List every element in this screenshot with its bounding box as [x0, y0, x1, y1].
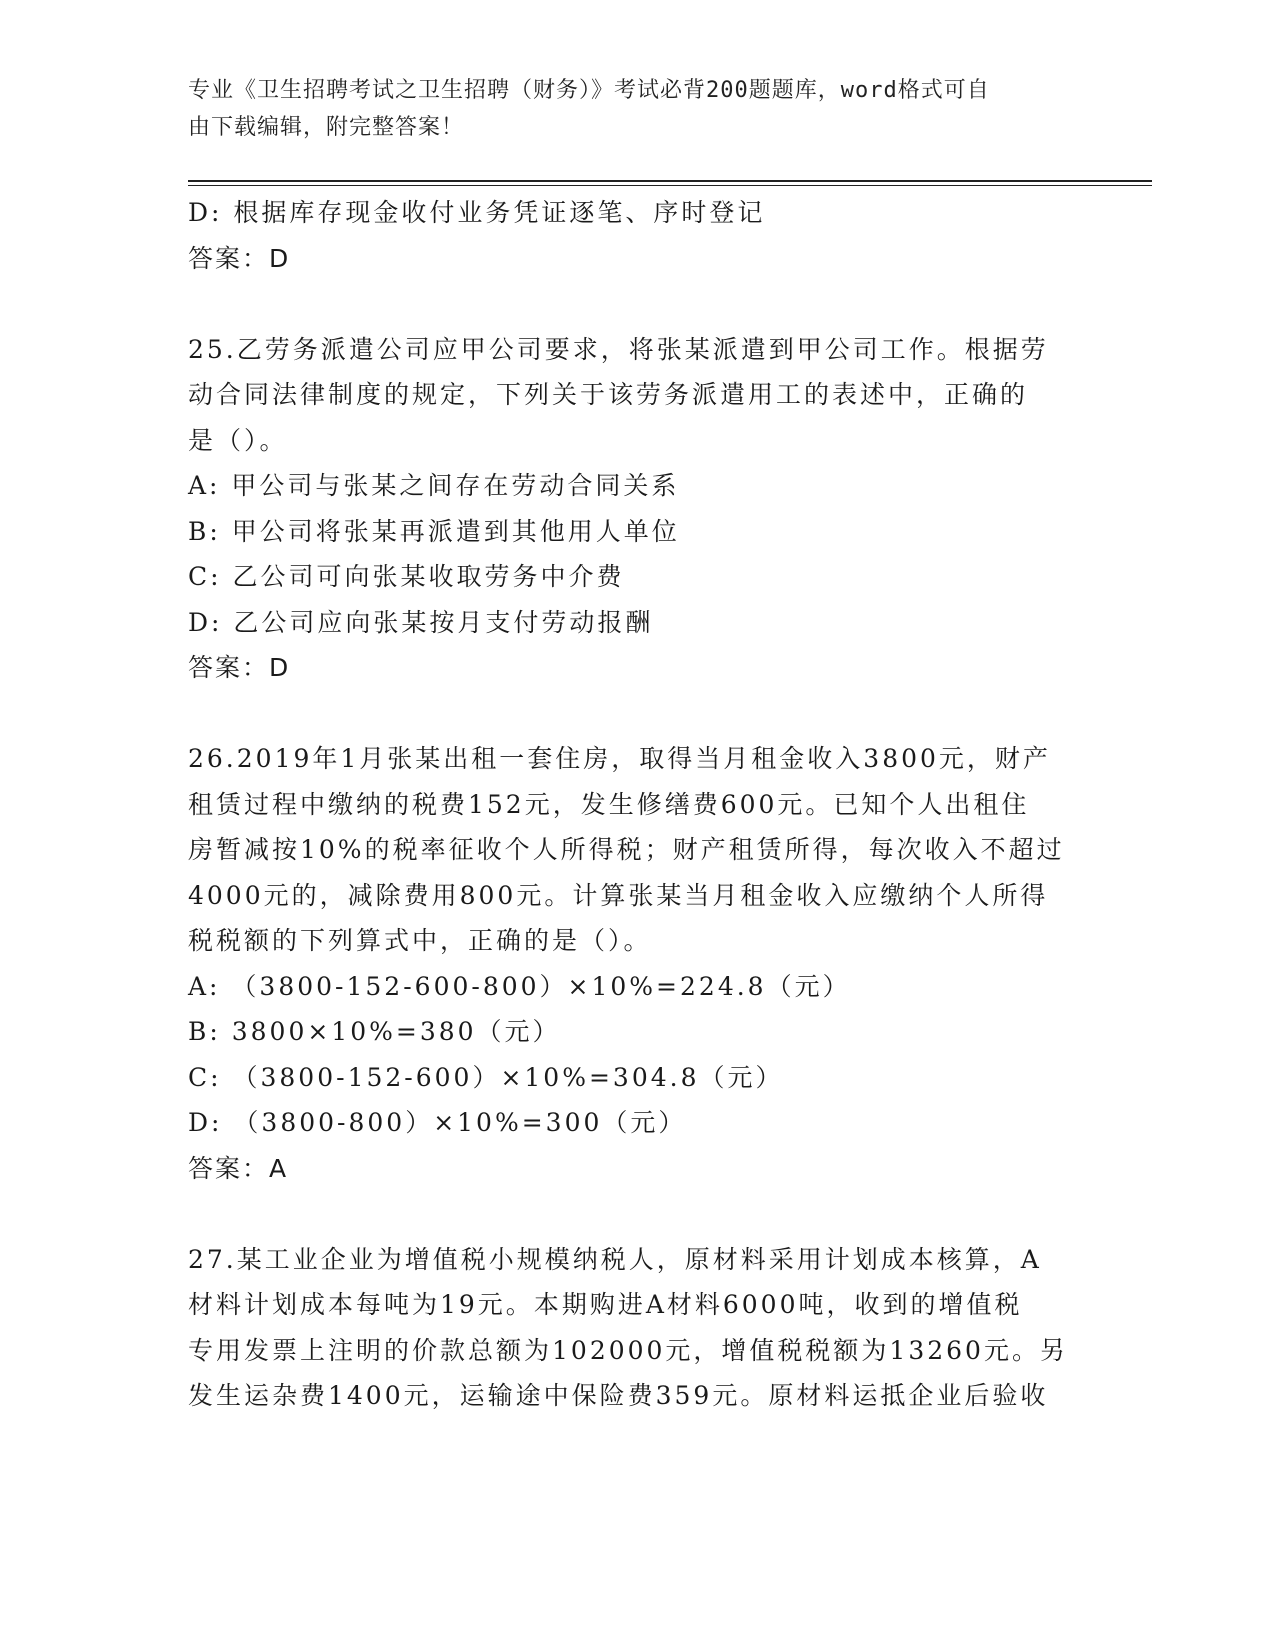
- q25-option-b: B: 甲公司将张某再派遣到其他用人单位: [188, 516, 680, 546]
- q26-option-b: B: 3800×10%=380（元）: [188, 1017, 561, 1046]
- q26-stem-line: 税税额的下列算式中，正确的是（）。: [188, 926, 652, 955]
- q24-option-d: D: 根据库存现金收付业务凭证逐笔、序时登记: [188, 198, 766, 227]
- header-title-line-2: 由下载编辑，附完整答案！: [188, 115, 465, 140]
- paragraph-gap: [188, 281, 1088, 327]
- q26-answer: 答案：A: [188, 1153, 289, 1183]
- q25-option-c: C: 乙公司可向张某收取劳务中介费: [188, 562, 625, 591]
- header-divider-thin: [188, 185, 1152, 186]
- q26-stem-line: 26.2019年1月张某出租一套住房，取得当月租金收入3800元，财产: [188, 744, 1051, 773]
- q26-stem-line: 4000元的，减除费用800元。计算张某当月租金收入应缴纳个人所得: [188, 880, 1049, 910]
- header-divider: [188, 180, 1152, 182]
- q26-option-c: C: （3800-152-600）×10%=304.8（元）: [188, 1062, 784, 1092]
- paragraph-gap: [188, 691, 1088, 737]
- q26-option-a: A: （3800-152-600-800）×10%=224.8（元）: [188, 971, 851, 1001]
- q25-stem-line: 动合同法律制度的规定，下列关于该劳务派遣用工的表述中，正确的: [188, 380, 1029, 409]
- q25-option-a: A: 甲公司与张某之间存在劳动合同关系: [188, 471, 680, 500]
- q26-stem-line: 租赁过程中缴纳的税费152元，发生修缮费600元。已知个人出租住: [188, 789, 1030, 819]
- header-title-line-1: 专业《卫生招聘考试之卫生招聘（财务）》考试必背200题题库，word格式可自: [188, 78, 990, 103]
- document-body: [188, 190, 1088, 1419]
- page-header: [188, 72, 1088, 146]
- q25-answer: 答案：D: [188, 653, 291, 682]
- q27-stem-line: 发生运杂费1400元，运输途中保险费359元。原材料运抵企业后验收: [188, 1381, 1049, 1410]
- question-25: [188, 327, 1088, 691]
- q27-stem-line: 材料计划成本每吨为19元。本期购进A材料6000吨，收到的增值税: [188, 1290, 1023, 1319]
- q27-stem-line: 27.某工业企业为增值税小规模纳税人，原材料采用计划成本核算，A: [188, 1244, 1042, 1274]
- q26-stem-line: 房暂减按10%的税率征收个人所得税；财产租赁所得，每次收入不超过: [188, 835, 1065, 864]
- q26-option-d: D: （3800-800）×10%=300（元）: [188, 1108, 687, 1137]
- question-27: [188, 1237, 1088, 1419]
- paragraph-gap: [188, 1191, 1088, 1237]
- question-26: [188, 736, 1088, 1191]
- q25-option-d: D: 乙公司应向张某按月支付劳动报酬: [188, 607, 654, 637]
- q25-stem-line: 是（）。: [188, 425, 288, 455]
- q25-stem-line: 25.乙劳务派遣公司应甲公司要求，将张某派遣到甲公司工作。根据劳: [188, 334, 1049, 364]
- q24-answer: 答案：D: [188, 243, 291, 273]
- q27-stem-line: 专用发票上注明的价款总额为102000元，增值税税额为13260元。另: [188, 1335, 1068, 1365]
